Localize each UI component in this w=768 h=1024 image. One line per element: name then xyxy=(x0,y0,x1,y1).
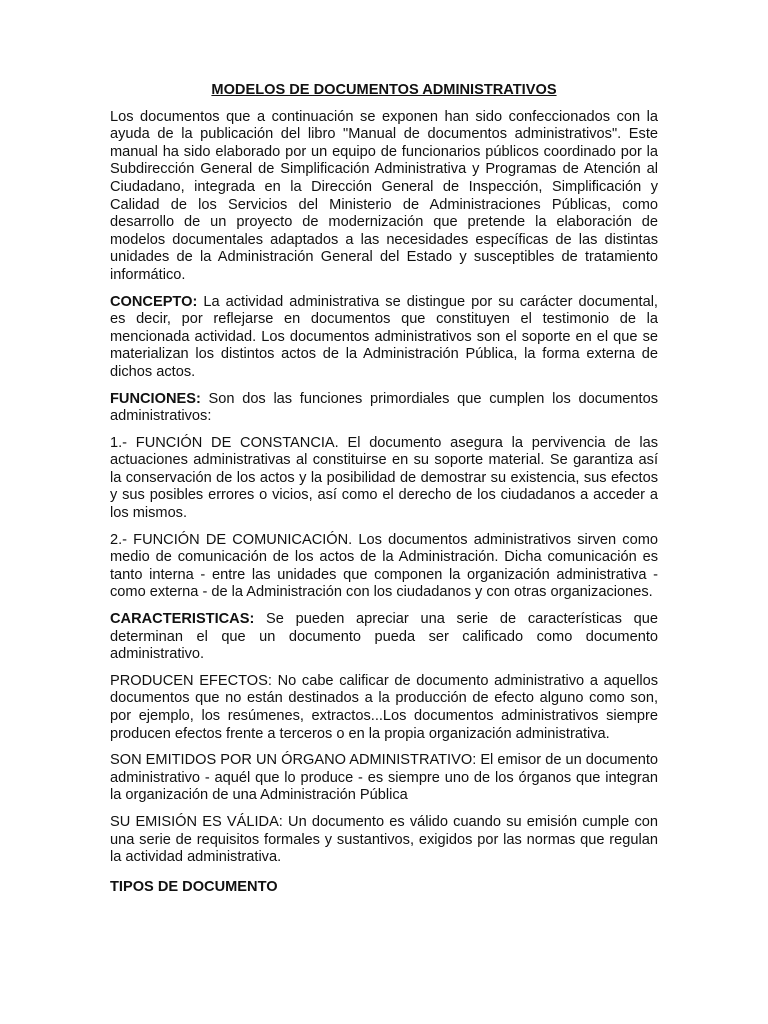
concepto-text: La actividad administrativa se distingue por su carácter documental, es decir, por reflejarse en documentos que constituyen el testimonio de la mencionada actividad. Los documentos administrativos son el soporte en el que se materializan los distintos actos de la Administración Pública, la forma externa de dichos actos. xyxy=(110,293,658,380)
intro-paragraph: Los documentos que a continuación se exponen han sido confeccionados con la ayuda de la publicación del libro "Manual de documentos administrativos". Este manual ha sido elaborado por un equipo de funcionarios públicos coordinado por la Subdirección General de Simplificación Administrativa y Programas de Atención al Ciudadano, integrada en la Dirección General de Inspección, Simplificación y Calidad de los Servicios del Ministerio de Administraciones Públicas, como desarrollo de un proyecto de modernización que pretende la elaboración de modelos documentales adaptados a las necesidades específicas de las distintas unidades de la Administración General del Estado y susceptibles de tratamiento informático. xyxy=(110,108,658,283)
funciones-label: FUNCIONES: xyxy=(110,390,201,407)
producen-efectos-paragraph: PRODUCEN EFECTOS: No cabe calificar de documento administrativo a aquellos documentos que no están destinados a la producción de efecto alguno como son, por ejemplo, los resúmenes, extractos...Los documentos administrativos siempre producen efectos frente a terceros o en la propia organización administrativa. xyxy=(110,672,658,742)
concepto-label: CONCEPTO: xyxy=(110,293,198,310)
caracteristicas-paragraph xyxy=(110,611,658,664)
document-title: MODELOS DE DOCUMENTOS ADMINISTRATIVOS xyxy=(211,82,557,98)
son-emitidos-paragraph: SON EMITIDOS POR UN ÓRGANO ADMINISTRATIVO: El emisor de un documento administrativo - aquél que lo produce - es siempre uno de los órganos que integran la organización de una Administración Pública xyxy=(110,752,658,804)
funciones-text: Son dos las funciones primordiales que cumplen los documentos administrativos: xyxy=(110,390,658,425)
funcion-constancia-paragraph: 1.- FUNCIÓN DE CONSTANCIA. El documento asegura la pervivencia de las actuaciones administrativas al constituirse en su soporte material. Se garantiza así la conservación de los actos y la posibilidad de demostrar su existencia, sus efectos y sus posibles errores o vicios, así como el derecho de los ciudadanos a acceder a los mismos. xyxy=(110,434,658,522)
caracteristicas-label: CARACTERISTICAS: xyxy=(110,611,255,628)
concepto-paragraph xyxy=(110,294,658,382)
document-page xyxy=(110,82,658,896)
emision-valida-paragraph: SU EMISIÓN ES VÁLIDA: Un documento es válido cuando su emisión cumple con una serie de requisitos formales y sustantivos, exigidos por las normas que regulan la actividad administrativa. xyxy=(110,813,658,866)
funciones-paragraph xyxy=(110,391,658,426)
caracteristicas-text: Se pueden apreciar una serie de características que determinan el que un documento pueda ser calificado como documento administrativo. xyxy=(110,611,658,663)
funcion-comunicacion-paragraph: 2.- FUNCIÓN DE COMUNICACIÓN. Los documentos administrativos sirven como medio de comunicación de los actos de la Administración. Dicha comunicación es tanto interna - entre las unidades que componen la organización administrativa - como externa - de la Administración con los ciudadanos y con otras organizaciones. xyxy=(110,531,658,601)
tipos-documento-heading: TIPOS DE DOCUMENTO xyxy=(110,878,278,895)
